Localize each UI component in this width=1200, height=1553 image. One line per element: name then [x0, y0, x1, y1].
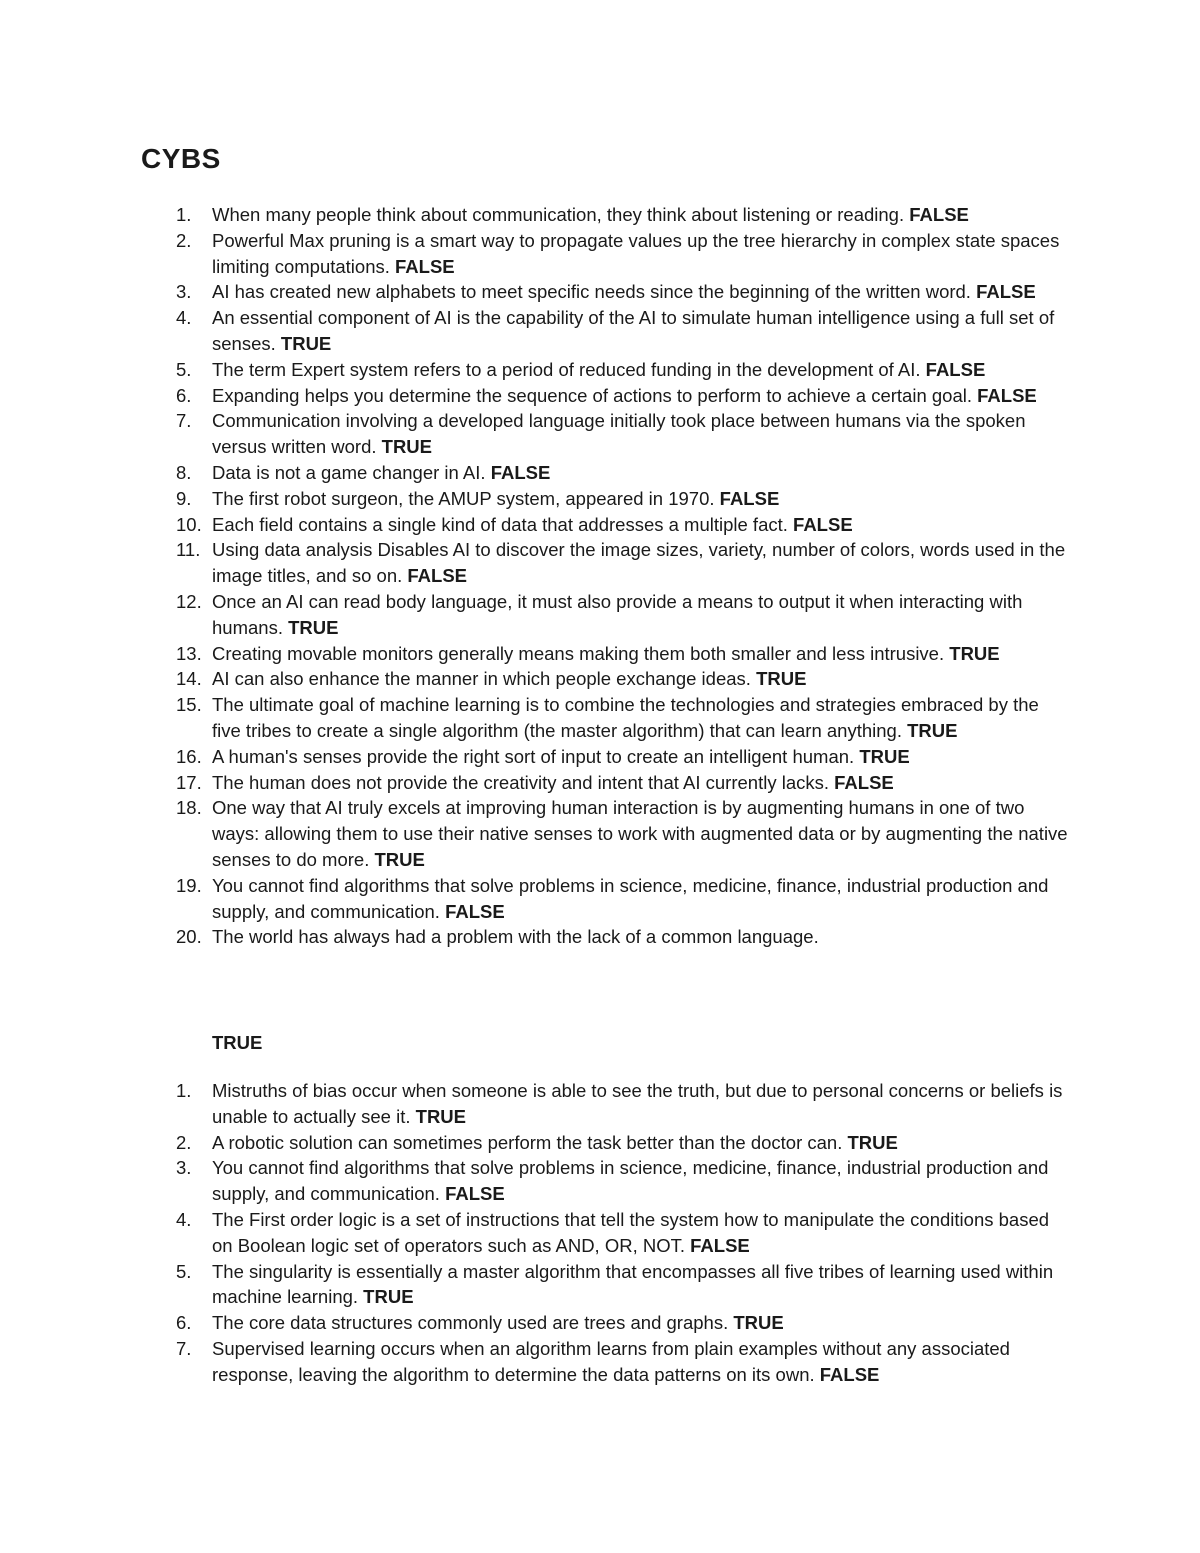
- question-text: When many people think about communication, they think about listening or reading.: [212, 204, 905, 225]
- question-text: Data is not a game changer in AI.: [212, 461, 486, 483]
- question-item: [0, 460, 1072, 486]
- question-text: Using data analysis Disables AI to discover the image sizes, variety, number of colors, words used in the image titles, and so on.: [212, 539, 1066, 587]
- question-item: [0, 692, 1072, 744]
- question-text: An essential component of AI is the capability of the AI to simulate human intelligence using a full set of senses.: [212, 307, 1055, 354]
- answer-label: FALSE: [490, 461, 551, 483]
- answer-label: FALSE: [407, 565, 468, 587]
- question-number: 1.: [176, 204, 192, 225]
- question-number: 2.: [176, 229, 192, 251]
- question-item: [0, 1336, 1072, 1388]
- question-item: [0, 641, 1072, 667]
- answer-label: FALSE: [819, 1363, 880, 1385]
- question-item: [0, 1259, 1072, 1311]
- answer-label: FALSE: [395, 255, 455, 277]
- answer-label: TRUE: [363, 1286, 414, 1308]
- question-number: 12.: [176, 590, 202, 612]
- question-number: 11.: [176, 539, 201, 561]
- question-item: [0, 770, 1072, 796]
- question-text: AI has created new alphabets to meet specific needs since the beginning of the written word.: [212, 281, 971, 303]
- answer-label: FALSE: [977, 384, 1037, 406]
- question-number: 20.: [176, 926, 202, 948]
- answer-label: FALSE: [925, 358, 986, 380]
- question-number: 1.: [176, 1080, 192, 1101]
- question-text: You cannot find algorithms that solve problems in science, medicine, finance, industrial production and supply, and communication.: [212, 1157, 1049, 1205]
- question-text: Mistruths of bias occur when someone is able to see the truth, but due to personal concerns or beliefs is unable to actually see it.: [212, 1080, 1063, 1127]
- answer-label: TRUE: [280, 332, 332, 354]
- question-text: Expanding helps you determine the sequence of actions to perform to achieve a certain goal.: [212, 384, 972, 406]
- question-number: 2.: [176, 1131, 192, 1153]
- question-number: 4.: [176, 307, 192, 329]
- answer-label: TRUE: [756, 668, 807, 690]
- question-item: [0, 357, 1072, 383]
- question-number: 10.: [176, 513, 202, 535]
- answer-label: TRUE: [381, 436, 433, 458]
- question-text: The term Expert system refers to a period of reduced funding in the development of AI.: [212, 358, 921, 380]
- question-number: 13.: [176, 642, 202, 664]
- question-item: [0, 1310, 1072, 1336]
- question-item: [0, 202, 1072, 228]
- question-number: 7.: [176, 1337, 192, 1359]
- question-item: [0, 795, 1072, 872]
- question-text: Powerful Max pruning is a smart way to propagate values up the tree hierarchy in complex state spaces limiting computations.: [212, 229, 1060, 277]
- question-text: The human does not provide the creativity and intent that AI currently lacks.: [212, 771, 830, 793]
- question-item: [0, 486, 1072, 512]
- question-item: [0, 1078, 1072, 1130]
- question-text: Communication involving a developed language initially took place between humans via the spoken versus written word.: [212, 410, 1026, 458]
- question-text: You cannot find algorithms that solve problems in science, medicine, finance, industrial production and supply, and communication.: [212, 874, 1049, 922]
- answer-label: TRUE: [733, 1312, 784, 1334]
- question-text: The First order logic is a set of instructions that tell the system how to manipulate the conditions based on Boolean logic set of operators such as AND, OR, NOT.: [212, 1208, 1050, 1256]
- question-item: [0, 279, 1072, 305]
- question-item: [0, 383, 1072, 409]
- answer-label: FALSE: [445, 1183, 505, 1205]
- question-text: Supervised learning occurs when an algorithm learns from plain examples without any associated response, leaving the algorithm to determine the data patterns on its own.: [212, 1337, 1010, 1385]
- question-item: [0, 873, 1072, 925]
- answer-label: TRUE: [288, 616, 339, 638]
- question-number: 7.: [176, 410, 192, 432]
- question-text: The singularity is essentially a master algorithm that encompasses all five tribes of learning used within machine learning.: [212, 1260, 1054, 1308]
- answer-label: FALSE: [976, 281, 1036, 303]
- question-item: [0, 924, 1072, 950]
- question-item: [0, 305, 1072, 357]
- question-item: [0, 666, 1072, 692]
- answer-label: FALSE: [445, 900, 505, 922]
- question-text: A human's senses provide the right sort of input to create an intelligent human.: [212, 745, 855, 767]
- question-number: 16.: [176, 745, 202, 767]
- question-text: One way that AI truly excels at improving human interaction is by augmenting humans in one of two ways: allowing them to use their native senses to work with augmented data or by augmenting the native senses to do more.: [212, 797, 1068, 870]
- question-number: 14.: [176, 668, 202, 690]
- answer-label: TRUE: [949, 642, 1000, 664]
- question-number: 5.: [176, 358, 192, 380]
- answer-label: TRUE: [374, 848, 425, 870]
- question-item: [0, 408, 1072, 460]
- question-number: 19.: [176, 874, 202, 896]
- answer-label: FALSE: [834, 771, 894, 793]
- question-item: [0, 537, 1072, 589]
- question-text: The ultimate goal of machine learning is to combine the technologies and strategies embraced by the five tribes to create a single algorithm (the master algorithm) that can learn anything.: [212, 694, 1039, 741]
- question-number: 18.: [176, 797, 202, 819]
- answer-label: FALSE: [690, 1234, 750, 1256]
- answer-label: TRUE: [415, 1105, 467, 1127]
- question-number: 17.: [176, 771, 202, 793]
- question-number: 5.: [176, 1260, 192, 1282]
- answer-label: FALSE: [719, 487, 780, 509]
- question-text: Creating movable monitors generally means making them both smaller and less intrusive.: [212, 642, 945, 664]
- question-number: 8.: [176, 461, 192, 483]
- question-text: The first robot surgeon, the AMUP system, appeared in 1970.: [212, 487, 715, 509]
- question-number: 4.: [176, 1208, 192, 1230]
- question-item: [0, 512, 1072, 538]
- question-text: Once an AI can read body language, it must also provide a means to output it when interacting with humans.: [212, 590, 1023, 638]
- question-number: 3.: [176, 281, 192, 303]
- question-number: 9.: [176, 487, 192, 509]
- document-title: CYBS: [141, 143, 221, 174]
- question-list-section-a: [0, 202, 1200, 950]
- question-item: [0, 744, 1072, 770]
- question-item: [0, 1155, 1072, 1207]
- question-item: [0, 1207, 1072, 1259]
- answer-label: FALSE: [909, 204, 969, 225]
- question-item: [0, 589, 1072, 641]
- question-text: The world has always had a problem with the lack of a common language.: [212, 926, 819, 948]
- question-20-answer: TRUE: [212, 1032, 263, 1053]
- question-text: A robotic solution can sometimes perform the task better than the doctor can.: [212, 1131, 843, 1153]
- question-number: 6.: [176, 1312, 192, 1334]
- question-item: [0, 228, 1072, 280]
- question-number: 6.: [176, 384, 192, 406]
- question-item: [0, 1130, 1072, 1156]
- question-number: 15.: [176, 694, 202, 716]
- answer-label: TRUE: [847, 1131, 898, 1153]
- question-list-section-b: [0, 1078, 1200, 1388]
- question-text: The core data structures commonly used are trees and graphs.: [212, 1312, 729, 1334]
- question-text: AI can also enhance the manner in which people exchange ideas.: [212, 668, 751, 690]
- answer-label: FALSE: [793, 513, 853, 535]
- answer-label: TRUE: [907, 719, 958, 741]
- answer-label: TRUE: [859, 745, 910, 767]
- question-text: Each field contains a single kind of data that addresses a multiple fact.: [212, 513, 788, 535]
- question-number: 3.: [176, 1157, 192, 1179]
